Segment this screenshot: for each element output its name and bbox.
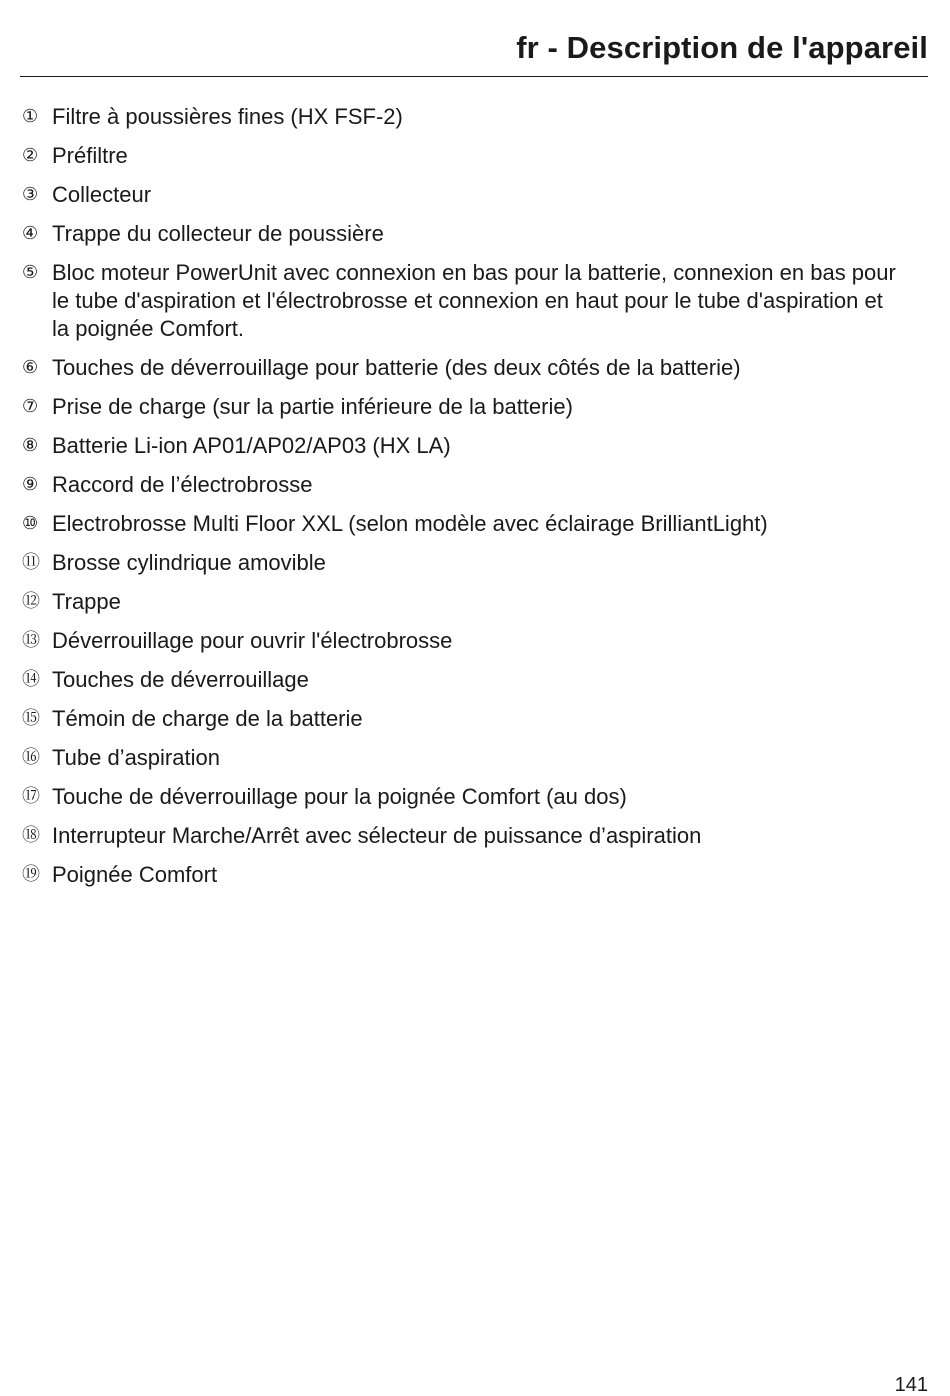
item-number: ⑤ <box>22 262 39 283</box>
item-number: ⑫ <box>22 591 40 612</box>
item-text: Touche de déverrouillage pour la poignée Comfort (au dos) <box>52 784 627 809</box>
list-item <box>22 103 902 131</box>
list-item <box>22 627 902 655</box>
item-number: ⑮ <box>22 708 40 729</box>
page-number: 141 <box>894 1374 928 1396</box>
component-list <box>22 103 902 900</box>
list-item <box>22 471 902 499</box>
item-text: Déverrouillage pour ouvrir l'électrobrosse <box>52 628 453 653</box>
item-text: Touches de déverrouillage <box>52 667 309 692</box>
list-item <box>22 783 902 811</box>
list-item <box>22 510 902 538</box>
item-number: ⑱ <box>22 825 40 846</box>
item-number: ⑩ <box>22 513 39 534</box>
item-number: ⑥ <box>22 357 39 378</box>
item-number: ⑨ <box>22 474 39 495</box>
item-text: Interrupteur Marche/Arrêt avec sélecteur de puissance d’aspiration <box>52 823 702 848</box>
item-text: Poignée Comfort <box>52 862 218 887</box>
list-item <box>22 549 902 577</box>
page-header <box>20 26 928 77</box>
list-item <box>22 861 902 889</box>
item-text: Filtre à poussières fines (HX FSF-2) <box>52 104 403 129</box>
item-text: Collecteur <box>52 182 152 207</box>
item-number: ⑰ <box>22 786 40 807</box>
item-number: ⑬ <box>22 630 40 651</box>
item-number: ⑦ <box>22 396 39 417</box>
list-item <box>22 666 902 694</box>
item-text: Batterie Li-ion AP01/AP02/AP03 (HX LA) <box>52 433 451 458</box>
list-item <box>22 705 902 733</box>
list-item <box>22 822 902 850</box>
item-text: Témoin de charge de la batterie <box>52 706 363 731</box>
item-number: ⑪ <box>22 552 40 573</box>
item-number: ③ <box>22 184 39 205</box>
item-number: ⑯ <box>22 747 40 768</box>
item-number: ⑭ <box>22 669 40 690</box>
item-text: Prise de charge (sur la partie inférieure de la batterie) <box>52 394 573 419</box>
item-text: Raccord de l’électrobrosse <box>52 472 313 497</box>
list-item <box>22 354 902 382</box>
item-text: Bloc moteur PowerUnit avec connexion en bas pour la batterie, connexion en bas pour le tube d'aspiration et l'électrobrosse et connexion en haut pour le tube d'aspiration et la poignée Comfort. <box>52 260 896 341</box>
list-item <box>22 142 902 170</box>
list-item <box>22 588 902 616</box>
item-number: ① <box>22 106 39 127</box>
item-text: Préfiltre <box>52 143 128 168</box>
page-title: fr - Description de l'appareil <box>516 30 928 65</box>
item-text: Trappe <box>52 589 121 614</box>
item-number: ⑲ <box>22 864 40 885</box>
item-number: ⑧ <box>22 435 39 456</box>
list-item <box>22 259 902 343</box>
item-number: ④ <box>22 223 39 244</box>
list-item <box>22 744 902 772</box>
list-item <box>22 220 902 248</box>
item-text: Brosse cylindrique amovible <box>52 550 326 575</box>
list-item <box>22 432 902 460</box>
item-text: Trappe du collecteur de poussière <box>52 221 384 246</box>
item-text: Touches de déverrouillage pour batterie (des deux côtés de la batterie) <box>52 355 741 380</box>
list-item <box>22 181 902 209</box>
list-item <box>22 393 902 421</box>
item-text: Tube d’aspiration <box>52 745 220 770</box>
item-number: ② <box>22 145 39 166</box>
item-text: Electrobrosse Multi Floor XXL (selon modèle avec éclairage BrilliantLight) <box>52 511 768 536</box>
